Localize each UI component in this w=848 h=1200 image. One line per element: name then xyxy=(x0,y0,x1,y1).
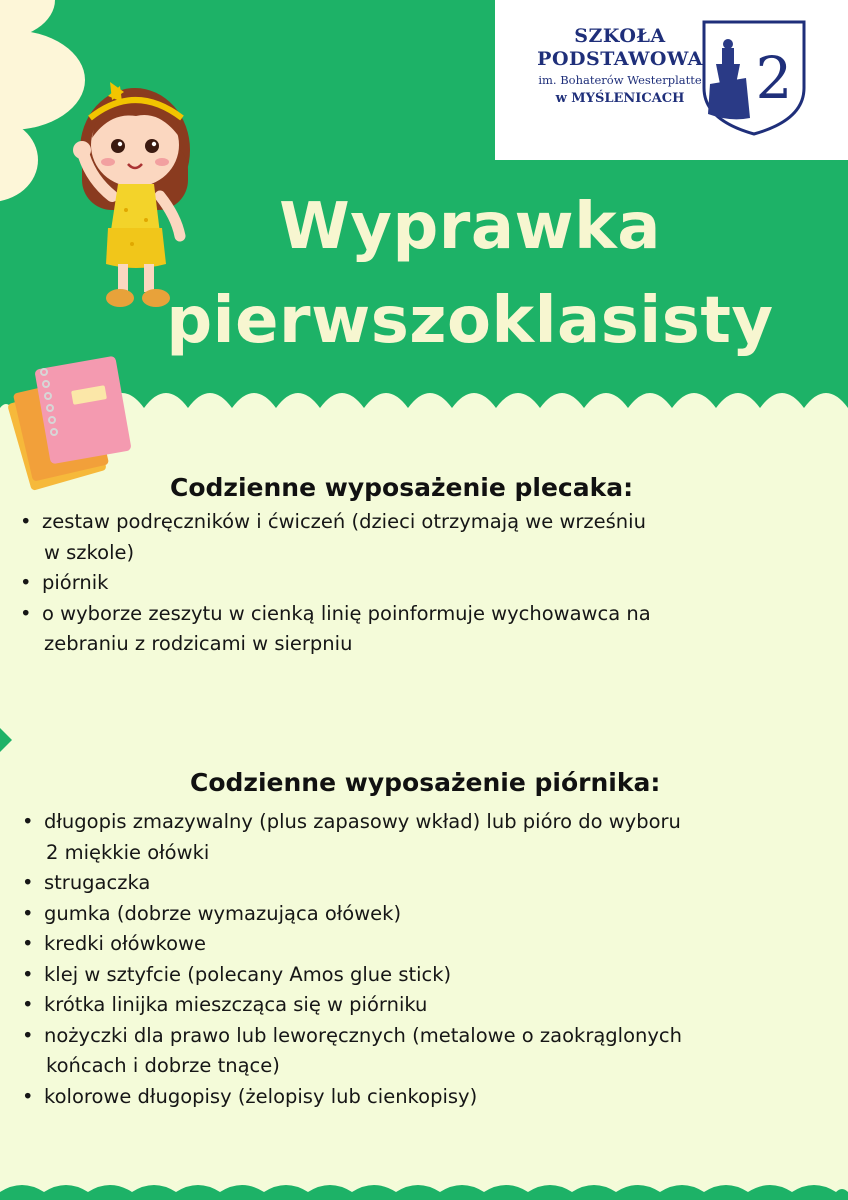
school-patron: im. Bohaterów Westerplatte xyxy=(538,73,702,87)
list-item: • piórnik xyxy=(18,568,838,599)
list-item: • o wyborze zeszytu w cienką linię poinformuje wychowawca na zebraniu z rodzicami w sierpniu xyxy=(18,599,838,660)
list-item: • zestaw podręczników i ćwiczeń (dzieci otrzymają we wrześniu w szkole) xyxy=(18,507,838,568)
pencilcase-list xyxy=(20,807,840,1112)
list-item: • klej w sztyfcie (polecany Amos glue stick) xyxy=(20,960,840,991)
list-item: • kredki ołówkowe xyxy=(20,929,840,960)
list-item: • kolorowe długopisy (żelopisy lub cienkopisy) xyxy=(20,1082,840,1113)
title-line2: pierwszoklasisty xyxy=(166,284,774,358)
school-logo xyxy=(495,0,848,160)
school-number: 2 xyxy=(755,44,793,112)
title-line1: Wyprawka xyxy=(279,190,661,264)
list-item: • nożyczki dla prawo lub leworęcznych (metalowe o zaokrąglonych końcach i dobrze tnące) xyxy=(20,1021,840,1082)
green-footer-wave xyxy=(0,1185,848,1200)
list-item: • gumka (dobrze wymazująca ołówek) xyxy=(20,899,840,930)
school-name-line2: PODSTAWOWA xyxy=(537,48,703,70)
page-title xyxy=(140,180,800,368)
list-item: • długopis zmazywalny (plus zapasowy wkład) lub pióro do wyboru 2 miękkie ołówki xyxy=(20,807,840,868)
backpack-list xyxy=(18,507,838,660)
school-name-line1: SZKOŁA xyxy=(574,25,666,47)
list-item: • krótka linijka mieszcząca się w piórniku xyxy=(20,990,840,1021)
backpack-heading: Codzienne wyposażenie plecaka: xyxy=(170,473,634,502)
school-town: w MYŚLENICACH xyxy=(555,91,685,106)
side-triangle xyxy=(0,728,12,752)
pencilcase-heading: Codzienne wyposażenie piórnika: xyxy=(190,768,661,797)
school-name xyxy=(525,24,715,108)
list-item: • strugaczka xyxy=(20,868,840,899)
shield-icon xyxy=(700,18,808,138)
